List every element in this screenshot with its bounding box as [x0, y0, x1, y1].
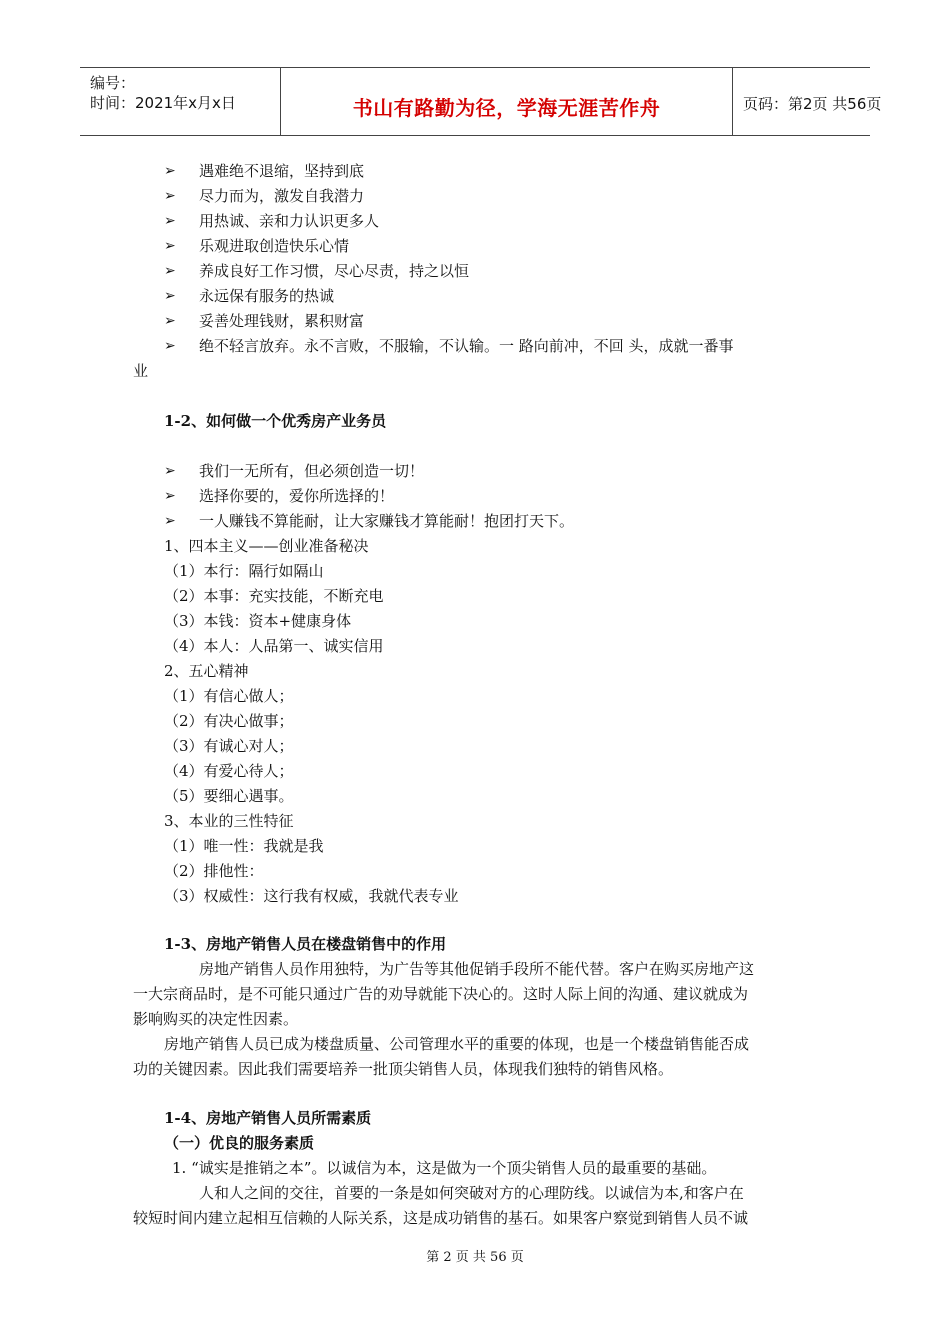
- list-item: 我们一无所有，但必须创造一切！: [199, 462, 425, 480]
- list-item: （1）有信心做人；: [164, 687, 294, 705]
- paragraph-line: 房地产销售人员作用独特，为广告等其他促销手段所不能代替。客户在购买房地产这: [199, 960, 755, 978]
- bullet-arrow-icon: ➢: [164, 288, 176, 304]
- header-page-cell: [733, 68, 882, 135]
- list-item: 1. “诚实是推销之本”。以诚信为本，这是做为一个顶尖销售人员的最重要的基础。: [172, 1159, 717, 1177]
- bullet-arrow-icon: ➢: [164, 338, 176, 354]
- subheading: 1、四本主义——创业准备秘决: [164, 537, 369, 555]
- section-heading: 1-2、如何做一个优秀房产业务员: [164, 412, 387, 430]
- bullet-arrow-icon: ➢: [164, 313, 176, 329]
- list-item: （1）本行：隔行如隔山: [164, 562, 324, 580]
- list-item: （2）排他性：: [164, 862, 264, 880]
- document-number-label: 编号：: [90, 74, 136, 92]
- motto: 书山有路勤为径，学海无涯苦作舟: [352, 96, 661, 120]
- header-motto-cell: [281, 68, 733, 135]
- bullet-arrow-icon: ➢: [164, 163, 176, 179]
- list-item: （1）唯一性：我就是我: [164, 837, 324, 855]
- list-item: 尽力而为，激发自我潜力: [199, 187, 365, 205]
- bullet-arrow-icon: ➢: [164, 488, 176, 504]
- list-item: 永远保有服务的热诚: [199, 287, 335, 305]
- paragraph-line: 房地产销售人员已成为楼盘质量、公司管理水平的重要的体现，也是一个楼盘销售能否成: [164, 1035, 750, 1053]
- list-item: （3）本钱：资本+健康身体: [164, 612, 352, 630]
- bullet-arrow-icon: ➢: [164, 463, 176, 479]
- list-item: 用热诚、亲和力认识更多人: [199, 212, 380, 230]
- paragraph-line: 功的关键因素。因此我们需要培养一批顶尖销售人员，体现我们独特的销售风格。: [133, 1060, 674, 1078]
- list-item: 遇难绝不退缩，坚持到底: [199, 162, 365, 180]
- list-item: （3）有诚心对人；: [164, 737, 294, 755]
- paragraph-line: 较短时间内建立起相互信赖的人际关系，这是成功销售的基石。如果客户察觉到销售人员不诚: [133, 1209, 749, 1227]
- bullet-arrow-icon: ➢: [164, 213, 176, 229]
- list-item: 妥善处理钱财，累积财富: [199, 312, 365, 330]
- bullet-arrow-icon: ➢: [164, 188, 176, 204]
- list-item-wrap: 业: [133, 362, 149, 380]
- list-item: 选择你要的，爱你所选择的！: [199, 487, 395, 505]
- document-date: 时间：2021年x月x日: [90, 94, 236, 112]
- paragraph-line: 一大宗商品时，是不可能只通过广告的劝导就能下决心的。这时人际上间的沟通、建议就成为: [133, 985, 749, 1003]
- header-info-cell: [80, 68, 281, 135]
- page-footer: 第 2 页 共 56 页: [426, 1250, 524, 1265]
- list-item: （3）权威性：这行我有权威，我就代表专业: [164, 887, 459, 905]
- subheading: 2、五心精神: [164, 662, 249, 680]
- paragraph-line: 影响购买的决定性因素。: [133, 1010, 299, 1028]
- page-header: [80, 67, 882, 136]
- list-item: （2）本事：充实技能，不断充电: [164, 587, 384, 605]
- subheading: 3、本业的三性特征: [164, 812, 294, 830]
- section-heading: 1-4、房地产销售人员所需素质: [164, 1109, 372, 1127]
- paragraph-line: 人和人之间的交往，首要的一条是如何突破对方的心理防线。以诚信为本,和客户在: [199, 1184, 744, 1202]
- list-item: 绝不轻言放弃。永不言败，不服输，不认输。一 路向前冲，不回 头，成就一番事: [199, 337, 734, 355]
- list-item: （4）本人：人品第一、诚实信用: [164, 637, 384, 655]
- bullet-arrow-icon: ➢: [164, 513, 176, 529]
- bullet-arrow-icon: ➢: [164, 238, 176, 254]
- list-item: （5）要细心遇事。: [164, 787, 294, 805]
- subsection-heading: （一）优良的服务素质: [164, 1134, 315, 1152]
- bullet-arrow-icon: ➢: [164, 263, 176, 279]
- page-code: 页码：第2页 共56页: [743, 95, 882, 113]
- section-heading: 1-3、房地产销售人员在楼盘销售中的作用: [164, 935, 447, 953]
- list-item: （2）有决心做事；: [164, 712, 294, 730]
- list-item: （4）有爱心待人；: [164, 762, 294, 780]
- list-item: 养成良好工作习惯，尽心尽责，持之以恒: [199, 262, 470, 280]
- list-item: 一人赚钱不算能耐，让大家赚钱才算能耐！抱团打天下。: [199, 512, 575, 530]
- list-item: 乐观进取创造快乐心情: [199, 237, 350, 255]
